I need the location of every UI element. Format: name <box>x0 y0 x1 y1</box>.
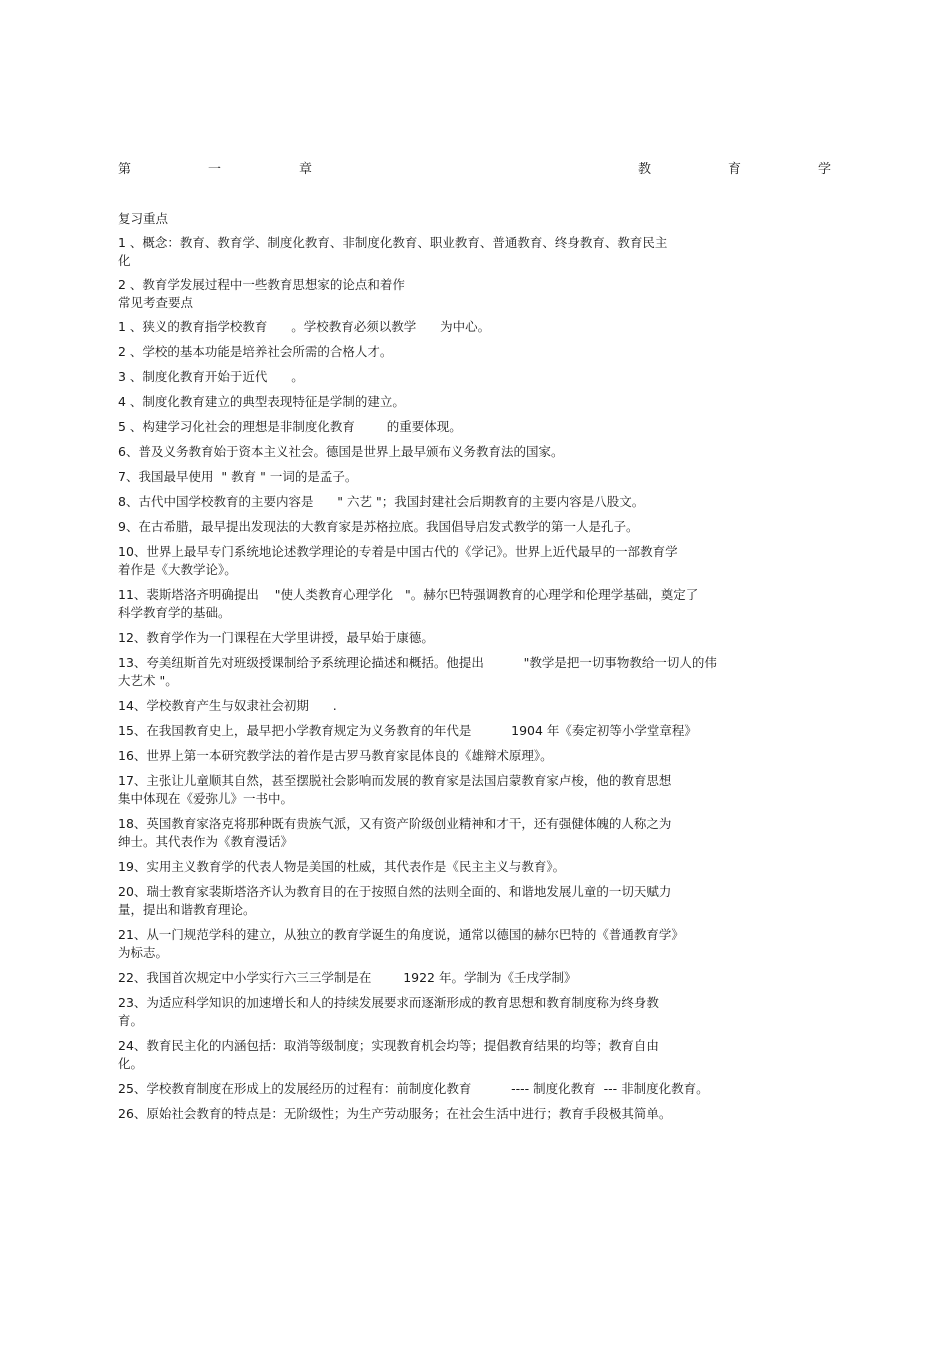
text-line: 11、裴斯塔洛齐明确提出 "使人类教育心理学化 "。赫尔巴特强调教育的心理学和伦理学基础，奠定了 <box>118 587 699 602</box>
section-heading: 常见考查要点 <box>118 295 194 310</box>
text-line: 10、世界上最早专门系统地论述教学理论的专着是中国古代的《学记》。世界上近代最早的一部教育学 <box>118 544 678 559</box>
title-char: 一 <box>208 162 222 177</box>
content-body <box>118 210 808 1123</box>
text-line: 22、我国首次规定中小学实行六三三学制是在 1922 年。学制为《壬戌学制》 <box>118 970 577 985</box>
text-line: 为标志。 <box>118 945 169 960</box>
text-line: 17、主张让儿童顺其自然，甚至摆脱社会影响而发展的教育家是法国启蒙教育家卢梭，他的教育思想 <box>118 773 672 788</box>
text-line: 13、夸美纽斯首先对班级授课制给予系统理论描述和概括。他提出 "教学是把一切事物教给一切人的伟 <box>118 655 717 670</box>
text-line: 21、从一门规范学科的建立，从独立的教育学诞生的角度说，通常以德国的赫尔巴特的《普通教育学》 <box>118 927 684 942</box>
title-char: 第 <box>118 162 132 177</box>
text-line: 5 、构建学习化社会的理想是非制度化教育 的重要体现。 <box>118 419 462 434</box>
text-line: 育。 <box>118 1013 144 1028</box>
section-heading: 复习重点 <box>118 211 169 226</box>
text-line: 集中体现在《爱弥儿》一书中。 <box>118 791 294 806</box>
text-line: 1 、概念：教育、教育学、制度化教育、非制度化教育、职业教育、普通教育、终身教育、教育民主 <box>118 235 668 250</box>
text-line: 量，提出和谐教育理论。 <box>118 902 256 917</box>
text-line: 19、实用主义教育学的代表人物是美国的杜威，其代表作是《民主主义与教育》。 <box>118 859 566 874</box>
text-line: 化 <box>118 253 131 268</box>
text-line: 12、教育学作为一门课程在大学里讲授，最早始于康德。 <box>118 630 434 645</box>
text-line: 2 、教育学发展过程中一些教育思想家的论点和着作 <box>118 277 405 292</box>
text-line: 24、教育民主化的内涵包括：取消等级制度；实现教育机会均等；提倡教育结果的均等；教育自由 <box>118 1038 659 1053</box>
text-line: 18、英国教育家洛克将那种既有贵族气派，又有资产阶级创业精神和才干，还有强健体魄的人称之为 <box>118 816 672 831</box>
title-char: 育 <box>728 162 742 177</box>
text-line: 4 、制度化教育建立的典型表现特征是学制的建立。 <box>118 394 405 409</box>
text-line: 15、在我国教育史上，最早把小学教育规定为义务教育的年代是 1904 年《奏定初等小学堂章程》 <box>118 723 697 738</box>
text-line: 2 、学校的基本功能是培养社会所需的合格人才。 <box>118 344 393 359</box>
text-line: 大艺术 "。 <box>118 673 178 688</box>
title-char: 教 <box>638 162 652 177</box>
text-line: 化。 <box>118 1056 144 1071</box>
text-line: 26、原始社会教育的特点是：无阶级性；为生产劳动服务；在社会生活中进行；教育手段极其简单。 <box>118 1106 672 1121</box>
text-line: 23、为适应科学知识的加速增长和人的持续发展要求而逐渐形成的教育思想和教育制度称为终身教 <box>118 995 659 1010</box>
title-char: 学 <box>818 162 832 177</box>
text-line: 8、古代中国学校教育的主要内容是 " 六艺 "；我国封建社会后期教育的主要内容是八股文。 <box>118 494 645 509</box>
text-line: 6、普及义务教育始于资本主义社会。德国是世界上最早颁布义务教育法的国家。 <box>118 444 564 459</box>
text-line: 20、瑞士教育家裴斯塔洛齐认为教育目的在于按照自然的法则全面的、和谐地发展儿童的一切天赋力 <box>118 884 672 899</box>
title-char: 章 <box>299 162 313 177</box>
text-line: 着作是《大教学论》。 <box>118 562 237 577</box>
text-line: 绅士。其代表作为《教育漫话》 <box>118 834 294 849</box>
text-line: 14、学校教育产生与奴隶社会初期 . <box>118 698 337 713</box>
text-line: 7、我国最早使用 " 教育 " 一词的是孟子。 <box>118 469 358 484</box>
text-line: 25、学校教育制度在形成上的发展经历的过程有：前制度化教育 ---- 制度化教育 --- 非制度化教育。 <box>118 1081 709 1096</box>
text-line: 1 、狭义的教育指学校教育 。学校教育必须以教学 为中心。 <box>118 319 491 334</box>
chapter-title <box>118 160 831 180</box>
text-line: 16、世界上第一本研究教学法的着作是古罗马教育家昆体良的《雄辩术原理》。 <box>118 748 553 763</box>
text-line: 9、在古希腊，最早提出发现法的大教育家是苏格拉底。我国倡导启发式教学的第一人是孔子。 <box>118 519 639 534</box>
text-line: 3 、制度化教育开始于近代 。 <box>118 369 304 384</box>
text-line: 科学教育学的基础。 <box>118 605 231 620</box>
